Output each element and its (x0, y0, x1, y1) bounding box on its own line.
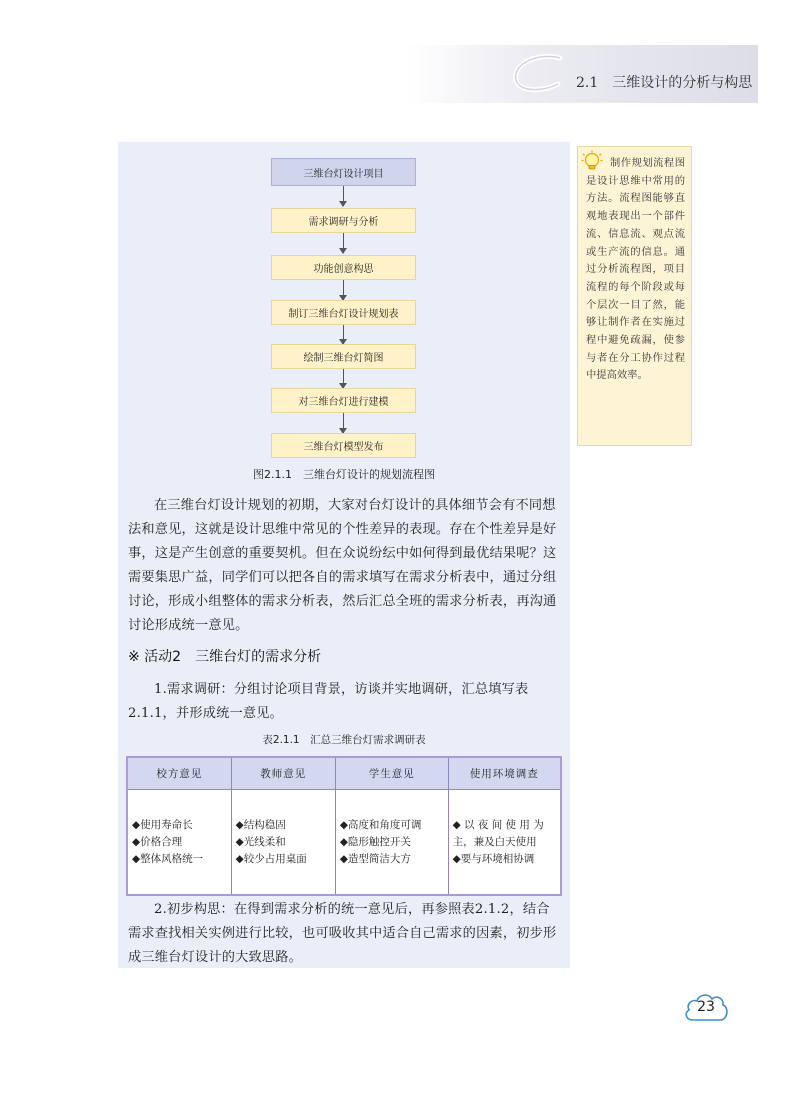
page-number: 23 (697, 999, 715, 1015)
table-header: 校方意见 (127, 757, 231, 790)
requirements-table (126, 756, 562, 896)
table-header: 学生意见 (335, 757, 448, 790)
paragraph-intro (128, 494, 560, 638)
flow-arrow (343, 325, 344, 344)
table-header-row (127, 757, 561, 790)
table-row (127, 790, 561, 896)
flow-step: 三维台灯模型发布 (271, 433, 416, 458)
table-header: 教师意见 (231, 757, 335, 790)
table-caption: 表2.1.1 汇总三维台灯需求调研表 (262, 734, 426, 746)
paragraph-text: 1.需求调研：分组讨论项目背景，访谈并实地调研，汇总填写表2.1.1，并形成统一意见。 (128, 682, 529, 721)
flow-arrow (343, 233, 344, 253)
cell-line: 主，兼及白天使用 (452, 835, 537, 848)
paragraph-conception (128, 898, 560, 970)
cell-line: ◆ 以 夜 间 使 用 为 (452, 818, 544, 831)
flow-step: 功能创意构思 (271, 255, 416, 280)
cell-line: ◆要与环境相协调 (452, 852, 535, 865)
flow-step: 对三维台灯进行建模 (271, 388, 416, 413)
cell-line: ◆高度和角度可调 (339, 818, 422, 831)
side-note (577, 146, 692, 446)
cell-line: ◆光线柔和 (235, 835, 286, 848)
cell-line: ◆整体风格统一 (132, 852, 204, 865)
cell-line: ◆造型简洁大方 (339, 852, 411, 865)
flow-arrow (343, 369, 344, 388)
paragraph-survey (128, 678, 560, 726)
flow-step: 绘制三维台灯简图 (271, 344, 416, 369)
cell-line: ◆较少占用桌面 (235, 852, 307, 865)
flow-arrow (343, 280, 344, 300)
table-cell (448, 790, 561, 896)
activity-title: ※ 活动2 三维台灯的需求分析 (128, 649, 322, 665)
flow-step: 制订三维台灯设计规划表 (271, 300, 416, 325)
cell-line: ◆使用寿命长 (132, 818, 193, 831)
content-panel (118, 142, 570, 968)
header-swoosh-decoration (508, 50, 568, 96)
side-note-text: 制作规划流程图是设计思维中常用的方法。流程图能够直观地表现出一个部件流、信息流、观点流或生产流的信息。通过分析流程图，项目流程的每个阶段或每个层次一目了然，能够让制作者在实施过程中避免疏漏，使参与者在分工协作过程中提高效率。 (586, 157, 685, 382)
table-cell (231, 790, 335, 896)
paragraph-text: 2.初步构思：在得到需求分析的统一意见后，再参照表2.1.2，结合需求查找相关实例进行比较，也可吸收其中适合自己需求的因素，初步形成三维台灯设计的大致思路。 (128, 902, 557, 965)
lightbulb-icon (581, 150, 603, 172)
flow-step: 需求调研与分析 (271, 208, 416, 233)
table-header: 使用环境调查 (448, 757, 561, 790)
header-title: 2.1 三维设计的分析与构思 (576, 75, 753, 91)
cell-line: ◆隐形触控开关 (339, 835, 411, 848)
paragraph-text: 在三维台灯设计规划的初期，大家对台灯设计的具体细节会有不同想法和意见，这就是设计思维中常见的个性差异的表现。存在个性差异是好事，这是产生创意的重要契机。但在众说纷纭中如何得到最优结果呢？这需要集思广益，同学们可以把各自的需求填写在需求分析表中，通过分组讨论，形成小组整体的需求分析表，然后汇总全班的需求分析表，再沟通讨论形成统一意见。 (128, 498, 557, 633)
table-cell (127, 790, 231, 896)
flow-arrow (343, 186, 344, 206)
figure-caption: 图2.1.1 三维台灯设计的规划流程图 (253, 468, 435, 481)
cell-line: ◆价格合理 (132, 835, 183, 848)
table-cell (335, 790, 448, 896)
flow-arrow (343, 413, 344, 433)
cell-line: ◆结构稳固 (235, 818, 286, 831)
flow-step: 三维台灯设计项目 (271, 158, 416, 186)
